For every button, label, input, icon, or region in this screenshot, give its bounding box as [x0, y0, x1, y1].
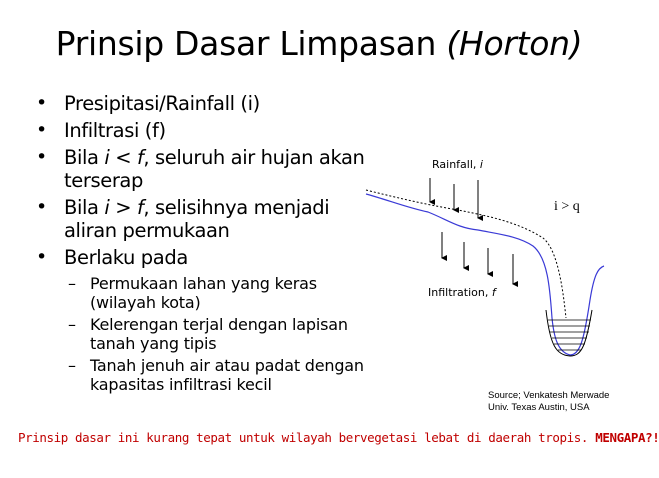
footer-text: Prinsip dasar ini kurang tepat untuk wilayah bervegetasi lebat di daerah tropis.	[18, 430, 596, 445]
bullet-text: , selisihnya menjadi aliran permukaan	[64, 196, 330, 242]
bullet-text: Bila	[64, 146, 105, 169]
relation-label: i > q	[554, 199, 580, 214]
var-i: i	[104, 146, 110, 169]
sub-item-saturated-soil: – Tanah jenuh air atau padat dengan kapasitas infiltrasi kecil	[64, 356, 366, 394]
slide-title	[0, 24, 638, 63]
sub-bullet-list	[64, 274, 366, 394]
operator: >	[109, 196, 137, 219]
footer-emphasis: MENGAPA?!	[595, 430, 659, 445]
var-i: i	[104, 196, 110, 219]
bullet-list	[36, 92, 366, 398]
title-main: Prinsip Dasar Limpasan	[55, 24, 437, 63]
source-credit	[488, 390, 609, 414]
bullet-i-greater-f	[36, 196, 366, 242]
bullet-text: Berlaku pada	[64, 246, 188, 269]
sub-item-steep-slope: – Kelerengan terjal dengan lapisan tanah yang tipis	[64, 315, 366, 353]
infiltration-label-text: Infiltration,	[428, 286, 492, 299]
operator: <	[109, 146, 137, 169]
title-emphasis: (Horton)	[446, 24, 583, 63]
source-line-1: Source; Venkatesh Merwade	[488, 390, 610, 401]
var-f: f	[136, 146, 144, 169]
rainfall-arrows	[430, 178, 478, 218]
horton-diagram	[358, 150, 618, 380]
footer-note	[18, 430, 659, 445]
infiltration-var: f	[491, 286, 496, 299]
channel-outline	[546, 310, 592, 356]
infiltration-arrows	[442, 232, 513, 284]
var-f: f	[136, 196, 144, 219]
bullet-i-less-f	[36, 146, 366, 192]
bullet-text: Infiltrasi (f)	[64, 119, 166, 142]
rainfall-label	[432, 158, 483, 171]
runoff-illustration	[358, 150, 618, 380]
rainfall-label-text: Rainfall,	[432, 158, 480, 171]
runoff-surface-line	[366, 194, 604, 355]
bullet-rainfall	[36, 92, 366, 115]
bullet-text: Presipitasi/Rainfall (i)	[64, 92, 260, 115]
source-line-2: Univ. Texas Austin, USA	[488, 402, 590, 413]
rainfall-var: i	[479, 158, 483, 171]
bullet-infiltration	[36, 119, 366, 142]
bullet-text: Bila	[64, 196, 105, 219]
sub-item-hard-surface: – Permukaan lahan yang keras (wilayah kota)	[64, 274, 366, 312]
bullet-text: , seluruh air hujan akan terserap	[64, 146, 365, 192]
bullet-applies-to	[36, 246, 366, 394]
infiltration-label	[428, 286, 496, 299]
